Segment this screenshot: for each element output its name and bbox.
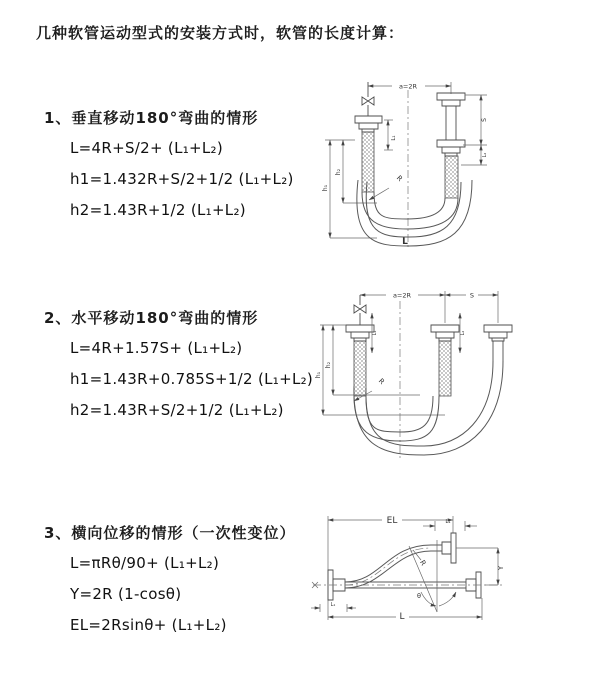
formula-l: L=4R+S/2+ (L₁+L₂) <box>70 139 224 157</box>
formula-h1: h1=1.432R+S/2+1/2 (L₁+L₂) <box>70 170 294 188</box>
section-1-heading: 1、垂直移动180°弯曲的情形 <box>44 109 259 127</box>
braided-hose-middle <box>439 341 451 396</box>
right-fitting <box>484 325 512 361</box>
dim-label-s: S <box>481 118 488 122</box>
dim-label-r: R <box>418 558 428 568</box>
dim-label-a2r: a=2R <box>398 82 418 91</box>
left-fitting <box>355 116 382 132</box>
dim-label-l1-top: L₁ <box>445 519 451 525</box>
dim-label-l2: L₂ <box>460 330 466 336</box>
section-2-heading: 2、水平移动180°弯曲的情形 <box>44 309 259 327</box>
dim-label-l1: L₁ <box>391 135 397 141</box>
dim-label-l: L <box>399 612 405 622</box>
braided-hose-left <box>354 341 366 396</box>
section-lateral-displacement <box>44 518 295 641</box>
braided-hose-left <box>362 132 374 192</box>
dim-label-a2r: a=2R <box>392 291 412 300</box>
formula-el: EL=2Rsinθ+ (L₁+L₂) <box>70 616 227 634</box>
formula-h2: h2=1.43R+1/2 (L₁+L₂) <box>70 201 246 219</box>
diagram-1-drawing <box>315 70 560 252</box>
section-horizontal-180 <box>44 303 313 426</box>
dim-label-h1: h₁ <box>322 184 329 192</box>
formula-h2: h2=1.43R+S/2+1/2 (L₁+L₂) <box>70 401 284 419</box>
dim-label-el: EL <box>386 516 398 526</box>
diagram-horizontal-180-bend <box>312 283 567 463</box>
formula-y: Y=2R (1-cosθ) <box>70 585 182 603</box>
dim-label-s: S <box>469 291 475 300</box>
diagram-lateral-displacement <box>303 510 533 632</box>
valve-icon <box>362 82 374 116</box>
centerline-curved <box>345 548 431 585</box>
section-3-heading: 3、横向位移的情形（一次性变位） <box>44 524 296 542</box>
diagram-3-drawing <box>303 510 533 632</box>
valve-icon <box>354 295 366 325</box>
left-fitting <box>346 325 374 341</box>
formula-l: L=πRθ/90+ (L₁+L₂) <box>70 554 220 572</box>
page-title: 几种软管运动型式的安装方式时，软管的长度计算： <box>36 24 405 42</box>
hose-u-bend <box>354 361 503 455</box>
formula-h1: h1=1.43R+0.785S+1/2 (L₁+L₂) <box>70 370 314 388</box>
formula-l: L=4R+1.57S+ (L₁+L₂) <box>70 339 243 357</box>
dim-label-h2: h₂ <box>325 361 332 369</box>
diagram-2-drawing <box>312 283 567 463</box>
dim-label-r: R <box>376 377 386 387</box>
upper-flange <box>442 533 456 563</box>
dim-label-h2: h₂ <box>335 168 342 176</box>
dim-label-theta: θ <box>417 592 421 600</box>
dim-label-y: Y <box>497 565 505 571</box>
dim-label-r: R <box>394 174 404 184</box>
dim-label-l: L <box>402 237 408 247</box>
diagram-vertical-180-bend <box>315 70 560 252</box>
right-fitting <box>437 93 465 156</box>
braided-hose-right <box>445 156 458 198</box>
middle-fitting <box>431 325 459 341</box>
dim-label-l2: L₂ <box>482 152 488 158</box>
section-vertical-180 <box>44 103 294 226</box>
dim-label-h1: h₁ <box>315 371 322 379</box>
dim-label-l1-bottom: L₁ <box>330 602 336 608</box>
dim-label-l1: L₁ <box>372 330 378 336</box>
